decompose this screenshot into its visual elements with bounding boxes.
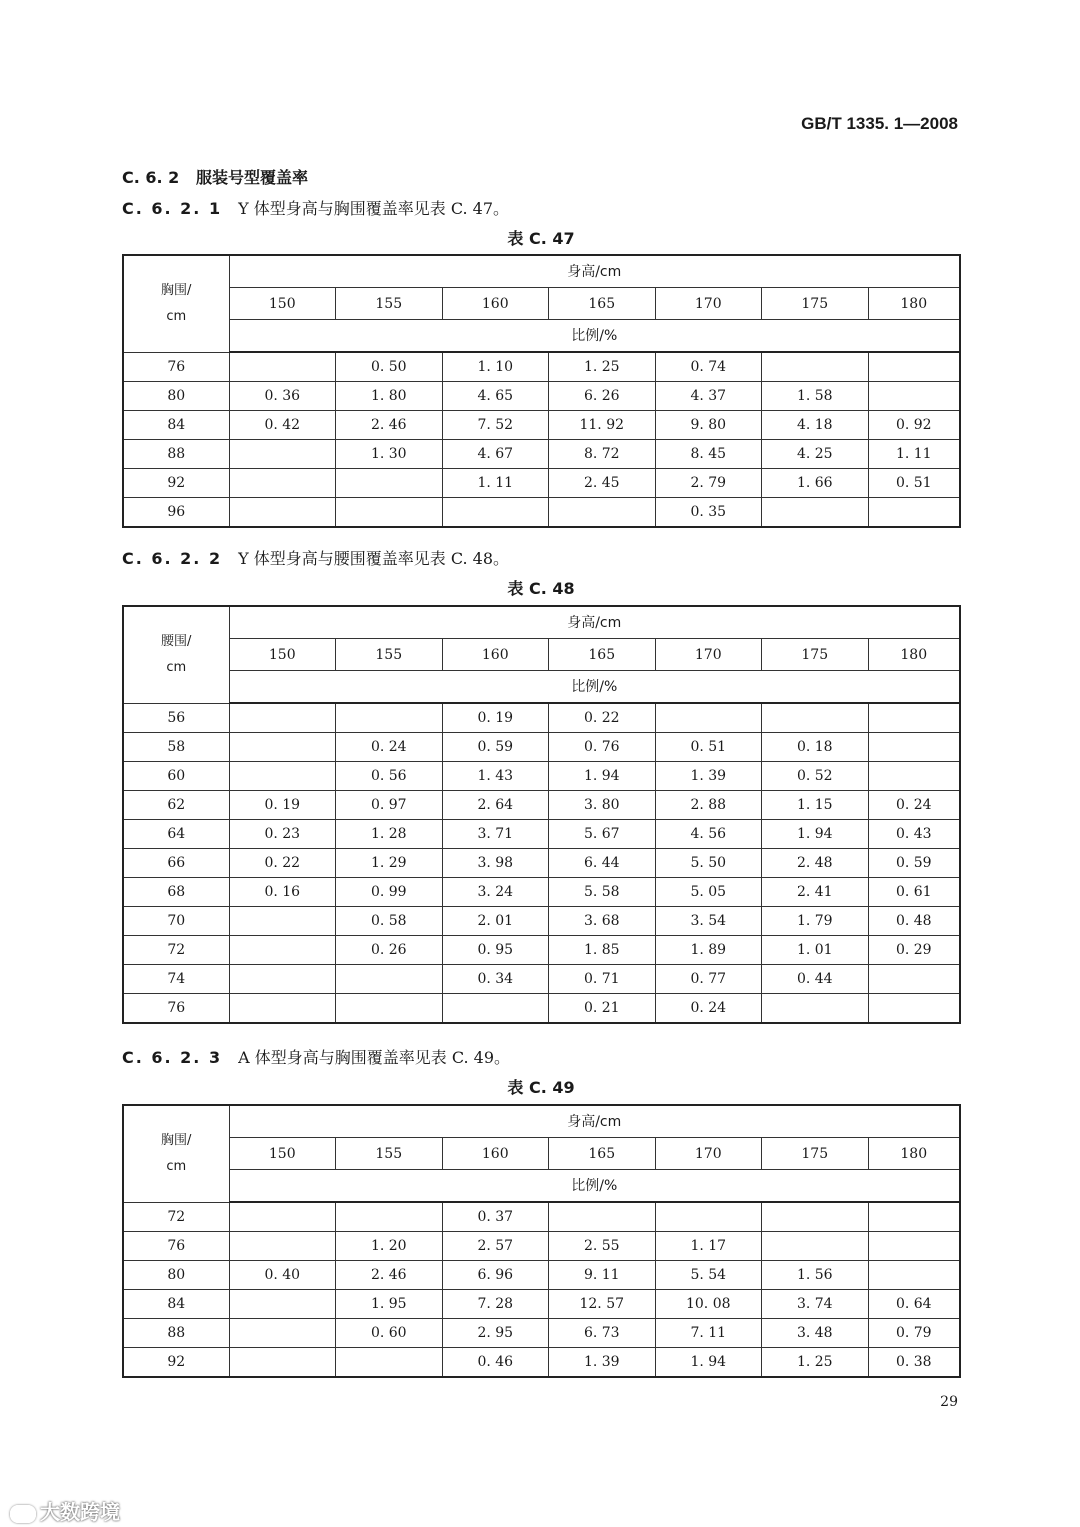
table-row: [123, 411, 960, 440]
data-cell: 0. 29: [868, 936, 960, 965]
clause-c623: [122, 1045, 510, 1068]
row-label: 58: [123, 733, 229, 762]
table-row: [123, 703, 960, 733]
data-cell: [229, 907, 336, 936]
table-row: [123, 733, 960, 762]
data-cell: 0. 92: [868, 411, 960, 440]
data-cell: 1. 95: [336, 1290, 443, 1319]
data-cell: 0. 44: [762, 965, 869, 994]
data-cell: 4. 65: [442, 382, 549, 411]
row-label: 80: [123, 1261, 229, 1290]
clause-text: Y 体型身高与胸围覆盖率见表 C. 47。: [238, 199, 510, 218]
ratio-header-row: [123, 1170, 960, 1203]
data-cell: [229, 440, 336, 469]
data-cell: 0. 48: [868, 907, 960, 936]
height-value-header: 165: [549, 639, 656, 671]
data-cell: [868, 1261, 960, 1290]
ratio-header: 比例/%: [229, 1170, 960, 1203]
row-label: 74: [123, 965, 229, 994]
data-cell: [336, 469, 443, 498]
height-value-header: 165: [549, 1138, 656, 1170]
data-cell: 0. 79: [868, 1319, 960, 1348]
table-row: [123, 936, 960, 965]
data-cell: 6. 96: [442, 1261, 549, 1290]
corner-label-unit: cm: [166, 1158, 187, 1174]
data-cell: 5. 67: [549, 820, 656, 849]
table-row: [123, 1232, 960, 1261]
row-label: 88: [123, 440, 229, 469]
data-cell: 0. 24: [336, 733, 443, 762]
row-label: 92: [123, 1348, 229, 1378]
corner-header: [123, 255, 229, 352]
row-label: 84: [123, 1290, 229, 1319]
data-cell: 1. 17: [655, 1232, 762, 1261]
table-row: [123, 1319, 960, 1348]
data-cell: 0. 21: [549, 994, 656, 1024]
data-cell: [655, 703, 762, 733]
table-row: [123, 1261, 960, 1290]
data-cell: 0. 35: [655, 498, 762, 528]
data-cell: 0. 95: [442, 936, 549, 965]
corner-label-unit: cm: [166, 659, 187, 675]
data-cell: 2. 55: [549, 1232, 656, 1261]
data-cell: 1. 20: [336, 1232, 443, 1261]
data-cell: 0. 51: [655, 733, 762, 762]
clause-number: C. 6. 2. 3: [122, 1048, 223, 1067]
data-cell: 1. 15: [762, 791, 869, 820]
data-cell: 0. 58: [336, 907, 443, 936]
data-cell: [868, 703, 960, 733]
data-cell: 0. 71: [549, 965, 656, 994]
height-value-header: 165: [549, 288, 656, 320]
data-cell: 0. 60: [336, 1319, 443, 1348]
data-cell: 3. 54: [655, 907, 762, 936]
ratio-header: 比例/%: [229, 320, 960, 353]
data-cell: 6. 26: [549, 382, 656, 411]
data-cell: 0. 34: [442, 965, 549, 994]
data-cell: [762, 1232, 869, 1261]
table-row: [123, 352, 960, 382]
data-cell: [336, 1348, 443, 1378]
data-cell: 5. 54: [655, 1261, 762, 1290]
height-value-header: 170: [655, 639, 762, 671]
header-row: [123, 606, 960, 639]
data-cell: 4. 56: [655, 820, 762, 849]
data-cell: [762, 994, 869, 1024]
data-cell: 4. 37: [655, 382, 762, 411]
header-row: [123, 1105, 960, 1138]
data-cell: 1. 11: [868, 440, 960, 469]
data-cell: [762, 498, 869, 528]
height-value-header: 155: [336, 639, 443, 671]
data-cell: 6. 44: [549, 849, 656, 878]
data-cell: 0. 64: [868, 1290, 960, 1319]
data-cell: 0. 99: [336, 878, 443, 907]
data-cell: 2. 45: [549, 469, 656, 498]
data-cell: [229, 1348, 336, 1378]
data-cell: 3. 48: [762, 1319, 869, 1348]
height-value-header: 150: [229, 288, 336, 320]
data-cell: 1. 29: [336, 849, 443, 878]
corner-label-unit: cm: [166, 308, 187, 324]
row-label: 76: [123, 1232, 229, 1261]
data-cell: 0. 97: [336, 791, 443, 820]
data-cell: 5. 50: [655, 849, 762, 878]
data-cell: 2. 88: [655, 791, 762, 820]
data-cell: 8. 45: [655, 440, 762, 469]
table-row: [123, 791, 960, 820]
data-cell: 1. 80: [336, 382, 443, 411]
data-cell: [336, 1202, 443, 1232]
data-cell: 2. 46: [336, 411, 443, 440]
data-cell: 0. 76: [549, 733, 656, 762]
corner-label-measure: 腰围/: [161, 633, 192, 649]
data-cell: [868, 498, 960, 528]
data-cell: 0. 26: [336, 936, 443, 965]
data-cell: 2. 41: [762, 878, 869, 907]
data-cell: 1. 25: [762, 1348, 869, 1378]
table-row: [123, 469, 960, 498]
height-value-header: 155: [336, 288, 443, 320]
data-cell: 2. 95: [442, 1319, 549, 1348]
data-cell: 0. 46: [442, 1348, 549, 1378]
height-value-header: 155: [336, 1138, 443, 1170]
data-cell: [442, 994, 549, 1024]
data-cell: 1. 10: [442, 352, 549, 382]
height-value-header: 150: [229, 1138, 336, 1170]
data-cell: 1. 66: [762, 469, 869, 498]
data-cell: 4. 67: [442, 440, 549, 469]
clause-number: C. 6. 2. 1: [122, 199, 223, 218]
row-label: 64: [123, 820, 229, 849]
data-cell: 0. 42: [229, 411, 336, 440]
height-value-header: 180: [868, 639, 960, 671]
table-caption-c47: 表 C. 47: [507, 229, 575, 248]
data-cell: 0. 16: [229, 878, 336, 907]
row-label: 68: [123, 878, 229, 907]
data-cell: 0. 18: [762, 733, 869, 762]
data-cell: 7. 28: [442, 1290, 549, 1319]
data-cell: [762, 352, 869, 382]
data-cell: [442, 498, 549, 528]
data-cell: 0. 43: [868, 820, 960, 849]
ratio-header-row: [123, 671, 960, 704]
data-cell: 1. 25: [549, 352, 656, 382]
data-cell: 3. 68: [549, 907, 656, 936]
data-cell: 5. 58: [549, 878, 656, 907]
height-group-header: 身高/cm: [229, 606, 960, 639]
data-cell: 12. 57: [549, 1290, 656, 1319]
row-label: 70: [123, 907, 229, 936]
data-cell: [229, 936, 336, 965]
data-cell: [229, 703, 336, 733]
data-cell: 10. 08: [655, 1290, 762, 1319]
corner-label-measure: 胸围/: [161, 282, 192, 298]
data-cell: [229, 1290, 336, 1319]
data-cell: 1. 28: [336, 820, 443, 849]
table-c48: [122, 605, 961, 1024]
data-cell: [868, 965, 960, 994]
data-cell: 0. 74: [655, 352, 762, 382]
data-cell: 5. 05: [655, 878, 762, 907]
data-cell: [229, 352, 336, 382]
data-cell: 0. 22: [549, 703, 656, 733]
height-group-header: 身高/cm: [229, 255, 960, 288]
data-cell: 0. 51: [868, 469, 960, 498]
height-value-header: 170: [655, 1138, 762, 1170]
data-cell: [549, 1202, 656, 1232]
data-cell: [229, 762, 336, 791]
table-row: [123, 994, 960, 1024]
data-cell: [336, 498, 443, 528]
data-cell: [229, 733, 336, 762]
table-row: [123, 878, 960, 907]
data-cell: [229, 994, 336, 1024]
data-cell: 4. 25: [762, 440, 869, 469]
data-cell: 1. 85: [549, 936, 656, 965]
data-cell: 0. 22: [229, 849, 336, 878]
header-row: [123, 255, 960, 288]
data-cell: 9. 11: [549, 1261, 656, 1290]
data-cell: 1. 94: [549, 762, 656, 791]
row-label: 62: [123, 791, 229, 820]
data-cell: 3. 80: [549, 791, 656, 820]
data-cell: 2. 48: [762, 849, 869, 878]
row-label: 84: [123, 411, 229, 440]
data-cell: 6. 73: [549, 1319, 656, 1348]
clause-text: Y 体型身高与腰围覆盖率见表 C. 48。: [238, 549, 510, 568]
height-value-header: 170: [655, 288, 762, 320]
data-cell: [549, 498, 656, 528]
data-cell: [868, 1202, 960, 1232]
page-number: 29: [940, 1394, 958, 1410]
data-cell: [762, 703, 869, 733]
standard-number: GB/T 1335. 1—2008: [801, 114, 958, 133]
row-label: 80: [123, 382, 229, 411]
data-cell: 11. 92: [549, 411, 656, 440]
height-value-header: 160: [442, 1138, 549, 1170]
section-title: 服装号型覆盖率: [196, 168, 309, 187]
table-caption-c48: 表 C. 48: [507, 579, 575, 598]
table-row: [123, 849, 960, 878]
data-cell: 0. 38: [868, 1348, 960, 1378]
data-cell: 0. 56: [336, 762, 443, 791]
data-cell: 1. 94: [655, 1348, 762, 1378]
data-cell: 3. 24: [442, 878, 549, 907]
data-cell: 0. 77: [655, 965, 762, 994]
height-value-header: 175: [762, 288, 869, 320]
clause-number: C. 6. 2. 2: [122, 549, 223, 568]
data-cell: 0. 61: [868, 878, 960, 907]
data-cell: 1. 89: [655, 936, 762, 965]
data-cell: 1. 11: [442, 469, 549, 498]
data-cell: 0. 24: [868, 791, 960, 820]
watermark-logo-icon: [10, 1505, 36, 1523]
data-cell: 2. 46: [336, 1261, 443, 1290]
row-label: 66: [123, 849, 229, 878]
row-label: 96: [123, 498, 229, 528]
watermark-text: 大数跨境: [40, 1500, 120, 1524]
data-cell: 7. 52: [442, 411, 549, 440]
data-cell: [868, 762, 960, 791]
data-cell: 1. 94: [762, 820, 869, 849]
table-c49: [122, 1104, 961, 1378]
data-cell: 2. 64: [442, 791, 549, 820]
table-row: [123, 1290, 960, 1319]
data-cell: 0. 50: [336, 352, 443, 382]
data-cell: 0. 19: [442, 703, 549, 733]
height-value-header: 180: [868, 288, 960, 320]
height-value-header: 175: [762, 1138, 869, 1170]
data-cell: 0. 59: [868, 849, 960, 878]
table-row: [123, 1202, 960, 1232]
data-cell: 0. 59: [442, 733, 549, 762]
data-cell: 1. 30: [336, 440, 443, 469]
section-heading: [122, 165, 308, 188]
data-cell: [655, 1202, 762, 1232]
data-cell: 2. 79: [655, 469, 762, 498]
corner-header: [123, 606, 229, 703]
height-value-header: 175: [762, 639, 869, 671]
data-cell: [336, 703, 443, 733]
data-cell: [229, 498, 336, 528]
data-cell: [868, 994, 960, 1024]
height-value-header: 180: [868, 1138, 960, 1170]
table-row: [123, 1348, 960, 1378]
data-cell: [868, 1232, 960, 1261]
clause-text: A 体型身高与胸围覆盖率见表 C. 49。: [238, 1048, 511, 1067]
data-cell: [229, 965, 336, 994]
row-label: 76: [123, 994, 229, 1024]
data-cell: 9. 80: [655, 411, 762, 440]
row-label: 56: [123, 703, 229, 733]
height-value-header: 160: [442, 288, 549, 320]
data-cell: [229, 1202, 336, 1232]
data-cell: 1. 56: [762, 1261, 869, 1290]
data-cell: [229, 1232, 336, 1261]
data-cell: 3. 71: [442, 820, 549, 849]
height-group-header: 身高/cm: [229, 1105, 960, 1138]
row-label: 60: [123, 762, 229, 791]
table-row: [123, 382, 960, 411]
height-values-row: [123, 288, 960, 320]
data-cell: 0. 37: [442, 1202, 549, 1232]
data-cell: [229, 469, 336, 498]
ratio-header-row: [123, 320, 960, 353]
data-cell: [868, 733, 960, 762]
height-values-row: [123, 1138, 960, 1170]
data-cell: 3. 74: [762, 1290, 869, 1319]
table-row: [123, 498, 960, 528]
corner-label-measure: 胸围/: [161, 1132, 192, 1148]
data-cell: 2. 57: [442, 1232, 549, 1261]
section-number: C. 6. 2: [122, 168, 180, 187]
clause-c622: [122, 546, 509, 569]
row-label: 72: [123, 936, 229, 965]
watermark: [10, 1496, 120, 1525]
data-cell: 0. 36: [229, 382, 336, 411]
height-value-header: 160: [442, 639, 549, 671]
data-cell: 0. 52: [762, 762, 869, 791]
table-caption-c49: 表 C. 49: [507, 1078, 575, 1097]
data-cell: 2. 01: [442, 907, 549, 936]
row-label: 76: [123, 352, 229, 382]
row-label: 92: [123, 469, 229, 498]
data-cell: 1. 39: [549, 1348, 656, 1378]
data-cell: 1. 01: [762, 936, 869, 965]
data-cell: 4. 18: [762, 411, 869, 440]
table-row: [123, 965, 960, 994]
data-cell: [336, 965, 443, 994]
data-cell: 7. 11: [655, 1319, 762, 1348]
corner-header: [123, 1105, 229, 1202]
data-cell: 0. 19: [229, 791, 336, 820]
data-cell: 1. 39: [655, 762, 762, 791]
height-value-header: 150: [229, 639, 336, 671]
data-cell: 1. 79: [762, 907, 869, 936]
data-cell: 8. 72: [549, 440, 656, 469]
table-row: [123, 762, 960, 791]
table-row: [123, 440, 960, 469]
data-cell: 3. 98: [442, 849, 549, 878]
data-cell: [336, 994, 443, 1024]
data-cell: 1. 58: [762, 382, 869, 411]
data-cell: 1. 43: [442, 762, 549, 791]
row-label: 88: [123, 1319, 229, 1348]
ratio-header: 比例/%: [229, 671, 960, 704]
data-cell: 0. 24: [655, 994, 762, 1024]
clause-c621: [122, 196, 509, 219]
table-row: [123, 820, 960, 849]
height-values-row: [123, 639, 960, 671]
data-cell: [762, 1202, 869, 1232]
row-label: 72: [123, 1202, 229, 1232]
data-cell: [868, 382, 960, 411]
data-cell: 0. 23: [229, 820, 336, 849]
table-row: [123, 907, 960, 936]
table-c47: [122, 254, 961, 528]
data-cell: [229, 1319, 336, 1348]
data-cell: [868, 352, 960, 382]
data-cell: 0. 40: [229, 1261, 336, 1290]
